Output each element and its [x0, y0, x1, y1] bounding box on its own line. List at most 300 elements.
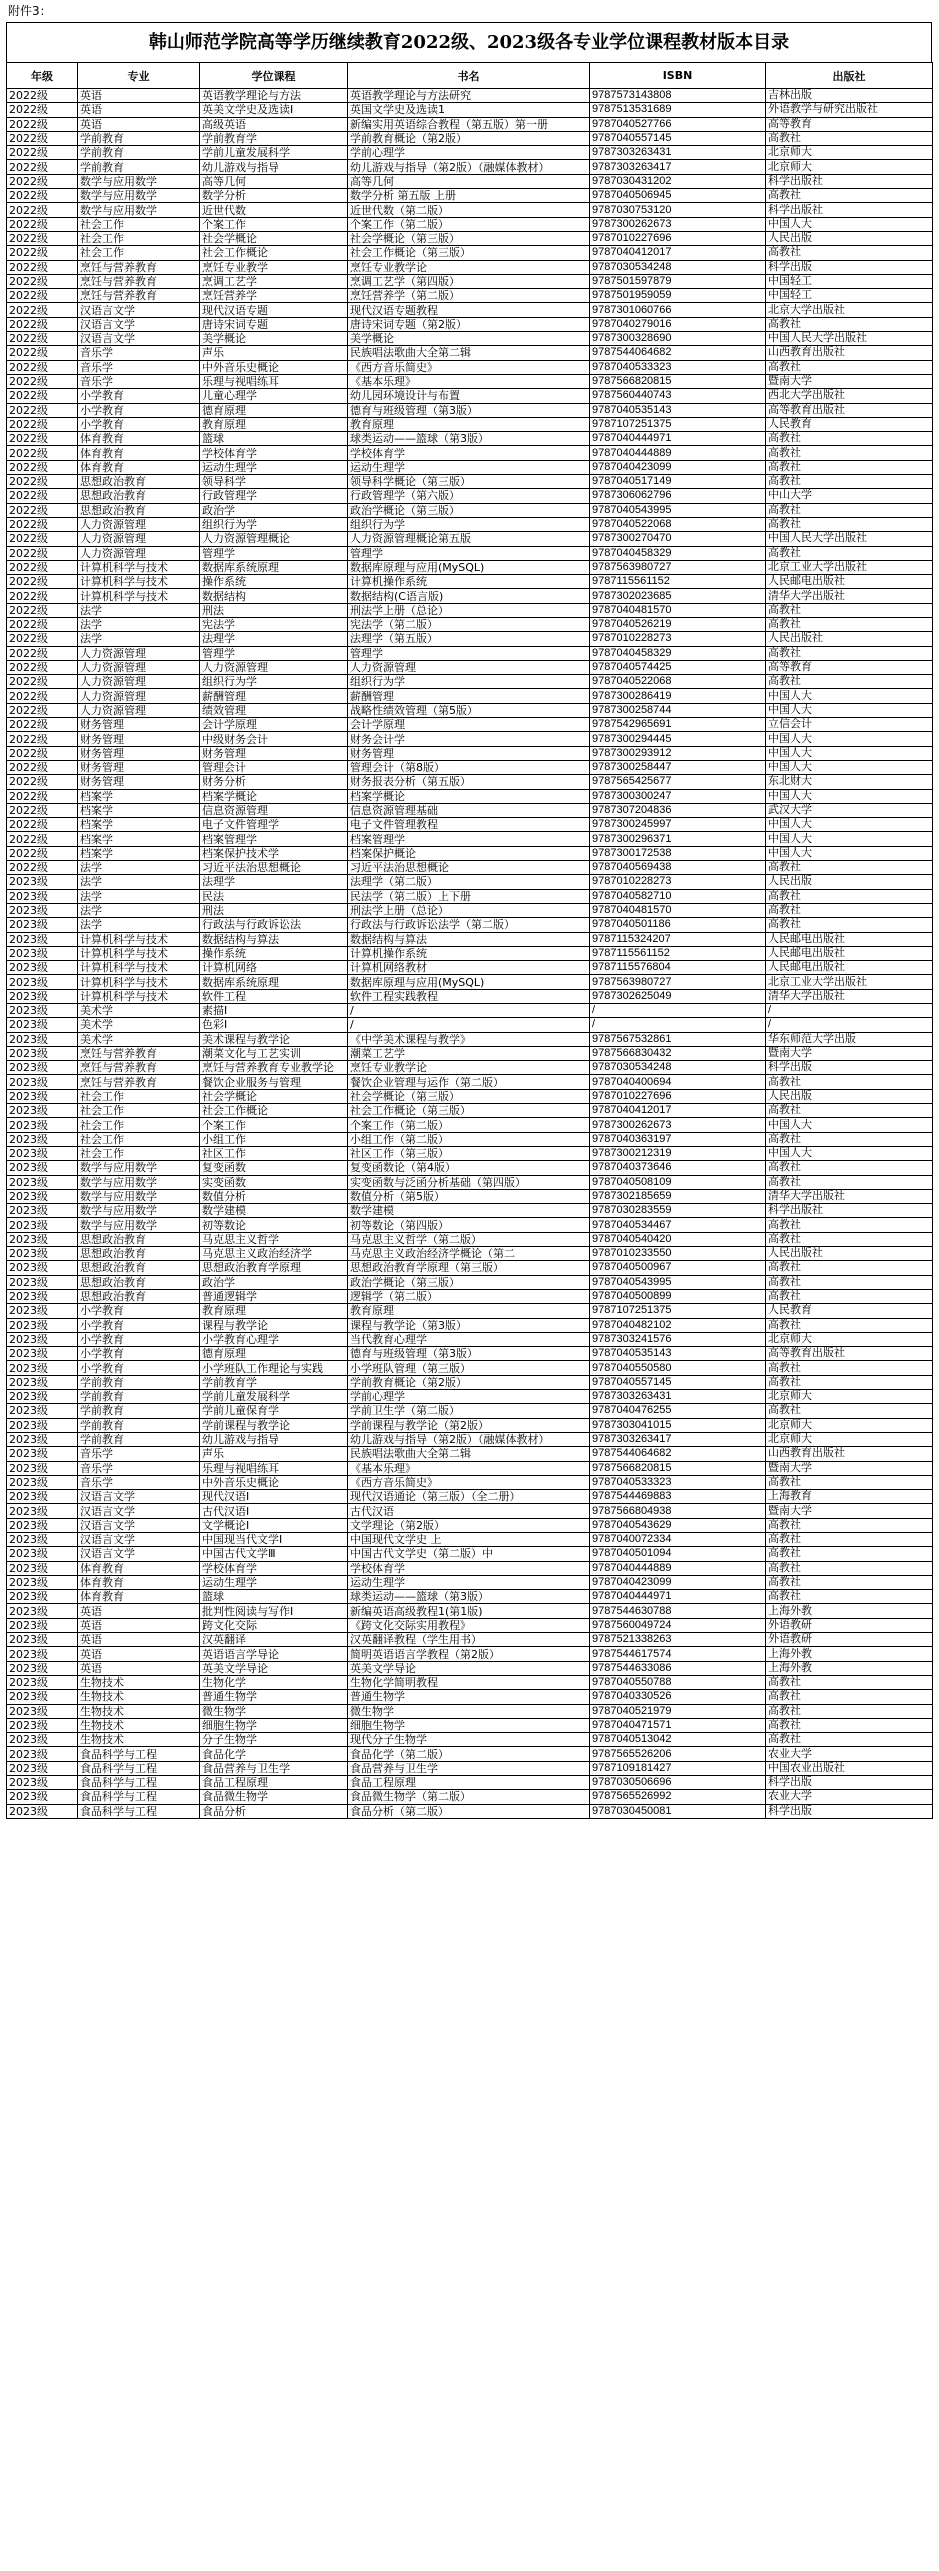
book-title-cell: 财务管理 [348, 746, 590, 760]
publisher-cell: 吉林出版 [766, 89, 933, 103]
table-row [7, 1532, 933, 1546]
course-cell: 学前儿童保育学 [200, 1404, 348, 1418]
book-title-cell: 课程与教学论（第3版） [348, 1318, 590, 1332]
isbn-cell: 9787040543995 [590, 1275, 766, 1289]
book-title-cell: 学前心理学 [348, 1390, 590, 1404]
isbn-cell: 9787544633086 [590, 1661, 766, 1675]
book-title-cell: 汉英翻译教程（学生用书） [348, 1633, 590, 1647]
isbn-cell: 9787040534467 [590, 1218, 766, 1232]
course-cell: 声乐 [200, 346, 348, 360]
book-title-cell: 人力资源管理 [348, 660, 590, 674]
table-row [7, 1089, 933, 1103]
isbn-cell: 9787300172538 [590, 846, 766, 860]
isbn-cell: 9787573143808 [590, 89, 766, 103]
major-cell: 音乐学 [78, 360, 200, 374]
course-cell: 烹饪专业教学 [200, 260, 348, 274]
grade-cell: 2023级 [7, 889, 78, 903]
publisher-cell: 高教社 [766, 1690, 933, 1704]
publisher-cell: 科学出版 [766, 1776, 933, 1790]
publisher-cell: 高教社 [766, 1404, 933, 1418]
book-title-cell: 财务报表分析（第五版） [348, 775, 590, 789]
publisher-cell: 高教社 [766, 546, 933, 560]
table-row [7, 1032, 933, 1046]
table-row [7, 1375, 933, 1389]
table-row [7, 1404, 933, 1418]
grade-cell: 2023级 [7, 875, 78, 889]
book-title-cell: 刑法学上册（总论） [348, 603, 590, 617]
major-cell: 小学教育 [78, 403, 200, 417]
book-title-cell: 会计学原理 [348, 718, 590, 732]
grade-cell: 2023级 [7, 1604, 78, 1618]
isbn-cell: 9787040481570 [590, 603, 766, 617]
grade-cell: 2023级 [7, 1104, 78, 1118]
grade-cell: 2023级 [7, 989, 78, 1003]
publisher-cell: 高等教育出版社 [766, 403, 933, 417]
major-cell: 生物技术 [78, 1704, 200, 1718]
grade-cell: 2023级 [7, 1375, 78, 1389]
table-row [7, 117, 933, 131]
book-title-cell: 民族唱法歌曲大全第二辑 [348, 346, 590, 360]
book-title-cell: / [348, 1004, 590, 1018]
table-row [7, 1132, 933, 1146]
grade-cell: 2022级 [7, 203, 78, 217]
book-title-cell: 中国现代文学史 上 [348, 1532, 590, 1546]
publisher-cell: 中国人大 [766, 818, 933, 832]
book-title-cell: 食品微生物学（第二版） [348, 1790, 590, 1804]
grade-cell: 2022级 [7, 546, 78, 560]
book-title-cell: 食品营养与卫生学 [348, 1761, 590, 1775]
major-cell: 烹饪与营养教育 [78, 1075, 200, 1089]
table-row [7, 703, 933, 717]
table-row [7, 417, 933, 431]
grade-cell: 2023级 [7, 1418, 78, 1432]
grade-cell: 2022级 [7, 846, 78, 860]
table-row [7, 89, 933, 103]
book-title-cell: 生物化学简明教程 [348, 1675, 590, 1689]
isbn-cell: 9787040412017 [590, 246, 766, 260]
grade-cell: 2023级 [7, 1518, 78, 1532]
major-cell: 学前教育 [78, 131, 200, 145]
grade-cell: 2022级 [7, 389, 78, 403]
major-cell: 档案学 [78, 789, 200, 803]
major-cell: 烹饪与营养教育 [78, 1061, 200, 1075]
attachment-label: 附件3： [8, 4, 52, 18]
publisher-cell: 高教社 [766, 1575, 933, 1589]
grade-cell: 2023级 [7, 1161, 78, 1175]
major-cell: 美术学 [78, 1032, 200, 1046]
publisher-cell: 外语教学与研究出版社 [766, 103, 933, 117]
book-title-cell: 政治学概论（第三版） [348, 503, 590, 517]
publisher-cell: 高教社 [766, 446, 933, 460]
course-cell: 乐理与视唱练耳 [200, 374, 348, 388]
table-row [7, 903, 933, 917]
course-cell: 食品分析 [200, 1804, 348, 1818]
publisher-cell: 高教社 [766, 503, 933, 517]
major-cell: 社会工作 [78, 1132, 200, 1146]
grade-cell: 2022级 [7, 789, 78, 803]
table-row [7, 1418, 933, 1432]
grade-cell: 2023级 [7, 1618, 78, 1632]
course-cell: 唐诗宋词专题 [200, 317, 348, 331]
publisher-cell: 北京师大 [766, 1432, 933, 1446]
course-cell: 学前课程与教学论 [200, 1418, 348, 1432]
publisher-cell: 北京工业大学出版社 [766, 560, 933, 574]
publisher-cell: 北京师大 [766, 1332, 933, 1346]
publisher-cell: 清华大学出版社 [766, 589, 933, 603]
course-cell: 近世代数 [200, 203, 348, 217]
course-cell: 美术课程与教学论 [200, 1032, 348, 1046]
grade-cell: 2023级 [7, 1461, 78, 1475]
book-title-cell: 领导科学概论（第三版） [348, 475, 590, 489]
course-cell: 学校体育学 [200, 1561, 348, 1575]
publisher-cell: 高教社 [766, 475, 933, 489]
isbn-cell: 9787040535143 [590, 403, 766, 417]
course-cell: 电子文件管理学 [200, 818, 348, 832]
course-cell: 普通逻辑学 [200, 1289, 348, 1303]
major-cell: 社会工作 [78, 1089, 200, 1103]
table-row [7, 775, 933, 789]
table-row [7, 346, 933, 360]
isbn-cell: 9787544064682 [590, 1447, 766, 1461]
course-cell: 社会工作概论 [200, 246, 348, 260]
isbn-cell: 9787040481570 [590, 903, 766, 917]
course-cell: 学前教育学 [200, 131, 348, 145]
course-cell: 个案工作 [200, 1118, 348, 1132]
major-cell: 人力资源管理 [78, 532, 200, 546]
course-cell: 操作系统 [200, 575, 348, 589]
major-cell: 汉语言文学 [78, 1532, 200, 1546]
grade-cell: 2022级 [7, 274, 78, 288]
table-row [7, 1175, 933, 1189]
grade-cell: 2022级 [7, 703, 78, 717]
major-cell: 美术学 [78, 1018, 200, 1032]
header-isbn: ISBN [590, 63, 766, 89]
course-cell: 民法 [200, 889, 348, 903]
course-cell: 社会学概论 [200, 231, 348, 245]
publisher-cell: 北京师大 [766, 1390, 933, 1404]
course-cell: 软件工程 [200, 989, 348, 1003]
course-cell: 幼儿游戏与指导 [200, 160, 348, 174]
course-cell: 烹饪营养学 [200, 289, 348, 303]
course-cell: 运动生理学 [200, 1575, 348, 1589]
publisher-cell: 中国人大 [766, 732, 933, 746]
book-title-cell: 学前教育概论（第2版） [348, 131, 590, 145]
header-publisher: 出版社 [766, 63, 933, 89]
major-cell: 烹饪与营养教育 [78, 274, 200, 288]
course-cell: 幼儿游戏与指导 [200, 1432, 348, 1446]
major-cell: 烹饪与营养教育 [78, 1046, 200, 1060]
isbn-cell: 9787306062796 [590, 489, 766, 503]
isbn-cell: 9787040557145 [590, 131, 766, 145]
publisher-cell: 高教社 [766, 246, 933, 260]
major-cell: 人力资源管理 [78, 646, 200, 660]
publisher-cell: 高教社 [766, 131, 933, 145]
isbn-cell: 9787040444889 [590, 446, 766, 460]
major-cell: 体育教育 [78, 1561, 200, 1575]
course-cell: 法理学 [200, 875, 348, 889]
book-title-cell: 信息资源管理基础 [348, 803, 590, 817]
table-row [7, 1061, 933, 1075]
major-cell: 计算机科学与技术 [78, 560, 200, 574]
grade-cell: 2023级 [7, 1490, 78, 1504]
isbn-cell: 9787040535143 [590, 1347, 766, 1361]
isbn-cell: 9787040482102 [590, 1318, 766, 1332]
isbn-cell: 9787563980727 [590, 975, 766, 989]
table-row [7, 1618, 933, 1632]
major-cell: 汉语言文学 [78, 1518, 200, 1532]
isbn-cell: 9787030753120 [590, 203, 766, 217]
book-title-cell: 运动生理学 [348, 1575, 590, 1589]
book-title-cell: 普通生物学 [348, 1690, 590, 1704]
publisher-cell: 中国人大 [766, 689, 933, 703]
publisher-cell: 西北大学出版社 [766, 389, 933, 403]
book-title-cell: 英美文学导论 [348, 1661, 590, 1675]
major-cell: 法学 [78, 861, 200, 875]
course-cell: 档案保护技术学 [200, 846, 348, 860]
publisher-cell: 清华大学出版社 [766, 989, 933, 1003]
major-cell: 思想政治教育 [78, 503, 200, 517]
book-title-cell: 政治学概论（第三版） [348, 1275, 590, 1289]
table-row [7, 660, 933, 674]
grade-cell: 2022级 [7, 475, 78, 489]
course-cell: 数据结构 [200, 589, 348, 603]
publisher-cell: 上海教育 [766, 1490, 933, 1504]
isbn-cell: 9787040072334 [590, 1532, 766, 1546]
isbn-cell: 9787040582710 [590, 889, 766, 903]
major-cell: 思想政治教育 [78, 1275, 200, 1289]
table-row [7, 217, 933, 231]
isbn-cell: 9787040501094 [590, 1547, 766, 1561]
book-title-cell: 初等数论（第四版） [348, 1218, 590, 1232]
major-cell: 烹饪与营养教育 [78, 260, 200, 274]
isbn-cell: 9787040522068 [590, 517, 766, 531]
header-book-title: 书名 [348, 63, 590, 89]
isbn-cell: 9787040444889 [590, 1561, 766, 1575]
grade-cell: 2022级 [7, 603, 78, 617]
course-cell: 小学班队工作理论与实践 [200, 1361, 348, 1375]
publisher-cell: 中国人大 [766, 760, 933, 774]
book-title-cell: 数学分析 第五版 上册 [348, 189, 590, 203]
major-cell: 档案学 [78, 846, 200, 860]
isbn-cell: 9787115561152 [590, 946, 766, 960]
major-cell: 社会工作 [78, 1118, 200, 1132]
publisher-cell: 武汉大学 [766, 803, 933, 817]
table-row [7, 1018, 933, 1032]
publisher-cell: 高教社 [766, 1161, 933, 1175]
publisher-cell: 高教社 [766, 1561, 933, 1575]
grade-cell: 2023级 [7, 1432, 78, 1446]
grade-cell: 2023级 [7, 1404, 78, 1418]
isbn-cell: 9787040506945 [590, 189, 766, 203]
isbn-cell: 9787302185659 [590, 1189, 766, 1203]
table-row [7, 889, 933, 903]
book-title-cell: 文学理论（第2版） [348, 1518, 590, 1532]
course-cell: 政治学 [200, 1275, 348, 1289]
table-row [7, 946, 933, 960]
grade-cell: 2022级 [7, 818, 78, 832]
publisher-cell: 科学出版 [766, 260, 933, 274]
grade-cell: 2023级 [7, 1804, 78, 1818]
course-cell: 法理学 [200, 632, 348, 646]
publisher-cell: 高教社 [766, 675, 933, 689]
major-cell: 食品科学与工程 [78, 1776, 200, 1790]
publisher-cell: 暨南大学 [766, 374, 933, 388]
grade-cell: 2022级 [7, 217, 78, 231]
major-cell: 音乐学 [78, 346, 200, 360]
publisher-cell: 高教社 [766, 1289, 933, 1303]
table-row [7, 1747, 933, 1761]
grade-cell: 2023级 [7, 1304, 78, 1318]
course-cell: 德育原理 [200, 1347, 348, 1361]
isbn-cell: 9787040412017 [590, 1104, 766, 1118]
book-title-cell: 数据结构(C语言版) [348, 589, 590, 603]
book-title-cell: 数据库原理与应用(MySQL) [348, 560, 590, 574]
course-cell: 数据库系统原理 [200, 560, 348, 574]
major-cell: 英语 [78, 89, 200, 103]
publisher-cell: 高教社 [766, 189, 933, 203]
book-title-cell: 德育与班级管理（第3版） [348, 1347, 590, 1361]
course-cell: 马克思主义政治经济学 [200, 1247, 348, 1261]
book-title-cell: 计算机操作系统 [348, 575, 590, 589]
course-cell: 宪法学 [200, 617, 348, 631]
publisher-cell: 外语教研 [766, 1618, 933, 1632]
isbn-cell: 9787566804938 [590, 1504, 766, 1518]
course-cell: 英美文学导论 [200, 1661, 348, 1675]
course-cell: 教育原理 [200, 1304, 348, 1318]
major-cell: 人力资源管理 [78, 660, 200, 674]
course-cell: 操作系统 [200, 946, 348, 960]
table-row [7, 646, 933, 660]
isbn-cell: 9787040444971 [590, 432, 766, 446]
book-title-cell: 古代汉语 [348, 1504, 590, 1518]
grade-cell: 2022级 [7, 489, 78, 503]
publisher-cell: 高教社 [766, 861, 933, 875]
course-cell: 初等数论 [200, 1218, 348, 1232]
isbn-cell: 9787040540420 [590, 1232, 766, 1246]
major-cell: 人力资源管理 [78, 689, 200, 703]
publisher-cell: 高教社 [766, 1104, 933, 1118]
grade-cell: 2023级 [7, 1590, 78, 1604]
major-cell: 体育教育 [78, 446, 200, 460]
grade-cell: 2023级 [7, 1647, 78, 1661]
publisher-cell: 高教社 [766, 317, 933, 331]
isbn-cell: 9787566820815 [590, 374, 766, 388]
book-title-cell: 学前课程与教学论（第2版） [348, 1418, 590, 1432]
course-cell: 小组工作 [200, 1132, 348, 1146]
isbn-cell: 9787513531689 [590, 103, 766, 117]
isbn-cell: 9787115576804 [590, 961, 766, 975]
publisher-cell: 高教社 [766, 1518, 933, 1532]
publisher-cell: 人民邮电出版社 [766, 932, 933, 946]
book-title-cell: 微生物学 [348, 1704, 590, 1718]
table-row [7, 1776, 933, 1790]
grade-cell: 2023级 [7, 1475, 78, 1489]
book-title-cell: 烹饪营养学（第二版） [348, 289, 590, 303]
isbn-cell: 9787040521979 [590, 1704, 766, 1718]
header-course: 学位课程 [200, 63, 348, 89]
course-cell: 英美文学史及选读Ⅰ [200, 103, 348, 117]
book-title-cell: 食品化学（第二版） [348, 1747, 590, 1761]
grade-cell: 2023级 [7, 1504, 78, 1518]
major-cell: 计算机科学与技术 [78, 589, 200, 603]
publisher-cell: 高教社 [766, 1318, 933, 1332]
isbn-cell: 9787040533323 [590, 360, 766, 374]
table-row [7, 532, 933, 546]
book-title-cell: 现代汉语专题教程 [348, 303, 590, 317]
grade-cell: 2022级 [7, 632, 78, 646]
grade-cell: 2022级 [7, 174, 78, 188]
publisher-cell: 高等教育 [766, 117, 933, 131]
table-row [7, 174, 933, 188]
isbn-cell: 9787300300247 [590, 789, 766, 803]
publisher-cell: 人民出版 [766, 875, 933, 889]
table-row [7, 1390, 933, 1404]
publisher-cell: 人民邮电出版社 [766, 575, 933, 589]
course-cell: 管理学 [200, 646, 348, 660]
book-title-cell: 马克思主义政治经济学概论（第二 [348, 1247, 590, 1261]
grade-cell: 2023级 [7, 1575, 78, 1589]
table-row [7, 489, 933, 503]
table-row [7, 289, 933, 303]
major-cell: 食品科学与工程 [78, 1790, 200, 1804]
table-row [7, 1189, 933, 1203]
table-row [7, 632, 933, 646]
table-row [7, 260, 933, 274]
major-cell: 计算机科学与技术 [78, 932, 200, 946]
major-cell: 思想政治教育 [78, 1289, 200, 1303]
grade-cell: 2023级 [7, 1061, 78, 1075]
major-cell: 法学 [78, 603, 200, 617]
isbn-cell: 9787040550580 [590, 1361, 766, 1375]
textbook-table [6, 62, 933, 1819]
course-cell: 潮菜文化与工艺实训 [200, 1046, 348, 1060]
book-title-cell: 运动生理学 [348, 460, 590, 474]
grade-cell: 2022级 [7, 374, 78, 388]
isbn-cell: 9787302625049 [590, 989, 766, 1003]
isbn-cell: 9787300262673 [590, 1118, 766, 1132]
isbn-cell: 9787040373646 [590, 1161, 766, 1175]
publisher-cell: 中国人大 [766, 832, 933, 846]
table-row [7, 1218, 933, 1232]
table-row [7, 1447, 933, 1461]
book-title-cell: 计算机网络教材 [348, 961, 590, 975]
publisher-cell: 人民出版 [766, 1089, 933, 1103]
isbn-cell: 9787040500967 [590, 1261, 766, 1275]
major-cell: 汉语言文学 [78, 317, 200, 331]
table-row [7, 1733, 933, 1747]
major-cell: 计算机科学与技术 [78, 961, 200, 975]
book-title-cell: 档案管理学 [348, 832, 590, 846]
publisher-cell: 农业大学 [766, 1790, 933, 1804]
major-cell: 思想政治教育 [78, 1261, 200, 1275]
publisher-cell: 高教社 [766, 1361, 933, 1375]
book-title-cell: 教育原理 [348, 417, 590, 431]
isbn-cell: 9787501597879 [590, 274, 766, 288]
grade-cell: 2023级 [7, 1004, 78, 1018]
grade-cell: 2023级 [7, 1661, 78, 1675]
publisher-cell: 人民出版 [766, 231, 933, 245]
book-title-cell: 烹饪专业教学论 [348, 260, 590, 274]
table-row [7, 1161, 933, 1175]
isbn-cell: 9787544064682 [590, 346, 766, 360]
book-title-cell: 现代汉语通论（第三版）（全二册） [348, 1490, 590, 1504]
major-cell: 音乐学 [78, 1475, 200, 1489]
major-cell: 人力资源管理 [78, 517, 200, 531]
major-cell: 数学与应用数学 [78, 189, 200, 203]
table-row [7, 961, 933, 975]
course-cell: 档案管理学 [200, 832, 348, 846]
table-row [7, 1289, 933, 1303]
